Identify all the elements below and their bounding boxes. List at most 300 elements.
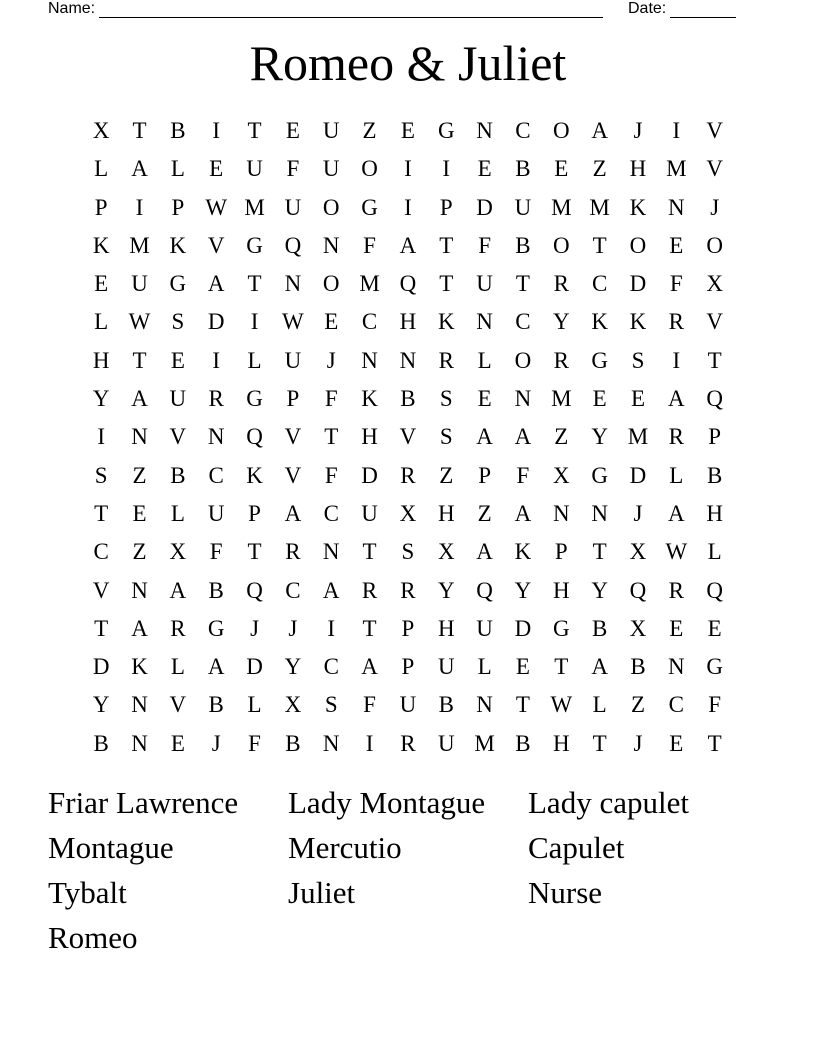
grid-letter[interactable]: Y bbox=[591, 577, 608, 603]
grid-letter[interactable]: I bbox=[672, 347, 681, 373]
grid-letter[interactable]: S bbox=[94, 462, 108, 488]
grid-letter[interactable]: G bbox=[361, 194, 378, 220]
grid-letter[interactable]: U bbox=[437, 730, 455, 756]
grid-letter[interactable]: D bbox=[246, 654, 263, 680]
grid-letter[interactable]: U bbox=[399, 692, 417, 718]
grid-letter[interactable]: R bbox=[170, 615, 186, 641]
grid-letter[interactable]: Z bbox=[132, 539, 147, 565]
grid-letter[interactable]: E bbox=[477, 386, 492, 412]
grid-letter[interactable]: N bbox=[514, 386, 532, 412]
grid-letter[interactable]: A bbox=[131, 156, 148, 182]
grid-letter[interactable]: R bbox=[400, 577, 416, 603]
grid-letter[interactable]: U bbox=[246, 156, 263, 182]
grid-letter[interactable]: N bbox=[131, 577, 148, 603]
grid-letter[interactable]: Y bbox=[552, 309, 570, 335]
grid-letter[interactable]: E bbox=[170, 347, 185, 373]
grid-letter[interactable]: T bbox=[247, 271, 262, 297]
grid-letter[interactable]: D bbox=[207, 309, 225, 335]
grid-letter[interactable]: B bbox=[515, 156, 531, 182]
grid-letter[interactable]: F bbox=[286, 156, 300, 182]
grid-letter[interactable]: A bbox=[169, 577, 187, 603]
date-field bbox=[628, 0, 736, 18]
grid-letter[interactable]: N bbox=[322, 232, 340, 258]
grid-letter[interactable]: A bbox=[361, 654, 378, 680]
name-blank-line[interactable] bbox=[99, 3, 603, 18]
grid-letter[interactable]: J bbox=[250, 615, 260, 641]
grid-letter[interactable]: A bbox=[322, 577, 340, 603]
grid-letter[interactable]: L bbox=[477, 654, 492, 680]
grid-letter[interactable]: H bbox=[437, 500, 455, 526]
grid-letter[interactable]: I bbox=[404, 156, 412, 182]
grid-letter[interactable]: X bbox=[169, 539, 187, 565]
grid-letter[interactable]: R bbox=[400, 730, 416, 756]
grid-letter[interactable]: N bbox=[207, 424, 225, 450]
grid-letter[interactable]: E bbox=[209, 156, 224, 182]
grid-letter[interactable]: A bbox=[131, 386, 148, 412]
grid-letter[interactable]: L bbox=[247, 692, 262, 718]
grid-letter[interactable]: V bbox=[399, 424, 417, 450]
grid-letter[interactable]: T bbox=[554, 654, 569, 680]
grid-letter[interactable]: R bbox=[208, 386, 224, 412]
grid-letter[interactable]: A bbox=[668, 386, 685, 412]
grid-letter[interactable]: I bbox=[212, 118, 221, 143]
grid-letter[interactable]: N bbox=[552, 500, 570, 526]
grid-letter[interactable]: P bbox=[286, 386, 300, 412]
grid-letter[interactable]: C bbox=[515, 309, 531, 335]
grid-letter[interactable]: E bbox=[94, 271, 109, 297]
grid-letter[interactable]: J bbox=[288, 615, 298, 641]
grid-letter[interactable]: L bbox=[94, 309, 109, 335]
grid-letter[interactable]: P bbox=[401, 615, 415, 641]
grid-letter[interactable]: R bbox=[361, 577, 378, 603]
grid-letter[interactable]: C bbox=[208, 462, 224, 488]
grid-letter[interactable]: Z bbox=[132, 462, 147, 488]
grid-letter[interactable]: F bbox=[669, 271, 683, 297]
grid-letter[interactable]: N bbox=[131, 424, 148, 450]
grid-letter[interactable]: J bbox=[710, 194, 720, 220]
grid-letter[interactable]: N bbox=[399, 347, 417, 373]
grid-letter[interactable]: M bbox=[359, 271, 380, 297]
grid-letter[interactable]: K bbox=[361, 386, 378, 412]
grid-letter[interactable]: F bbox=[708, 692, 722, 718]
grid-letter[interactable]: U bbox=[437, 654, 455, 680]
grid-letter[interactable]: B bbox=[591, 615, 608, 641]
grid-letter[interactable]: U bbox=[284, 194, 302, 220]
grid-letter[interactable]: T bbox=[592, 232, 607, 258]
grid-letter[interactable]: L bbox=[477, 347, 492, 373]
grid-letter[interactable]: L bbox=[170, 500, 185, 526]
grid-letter[interactable]: P bbox=[401, 654, 415, 680]
grid-letter[interactable]: P bbox=[171, 194, 185, 220]
grid-letter[interactable]: T bbox=[439, 232, 454, 258]
grid-letter[interactable]: G bbox=[246, 232, 263, 258]
grid-letter[interactable]: A bbox=[476, 539, 493, 565]
grid-letter[interactable]: L bbox=[94, 156, 109, 182]
grid-letter[interactable]: G bbox=[169, 271, 187, 297]
grid-letter[interactable]: H bbox=[629, 156, 647, 182]
grid-letter[interactable]: Q bbox=[706, 386, 723, 412]
grid-letter[interactable]: E bbox=[592, 386, 607, 412]
grid-letter[interactable]: U bbox=[476, 271, 493, 297]
grid-letter[interactable]: A bbox=[514, 500, 532, 526]
grid-letter[interactable]: W bbox=[205, 194, 228, 220]
grid-letter[interactable]: S bbox=[631, 347, 645, 373]
grid-letter[interactable]: N bbox=[476, 118, 493, 143]
grid-letter[interactable]: D bbox=[361, 462, 378, 488]
grid-letter[interactable]: H bbox=[437, 615, 455, 641]
grid-letter[interactable]: T bbox=[324, 424, 339, 450]
grid-letter[interactable]: A bbox=[207, 271, 225, 297]
grid-letter[interactable]: I bbox=[250, 309, 259, 335]
grid-letter[interactable]: P bbox=[94, 194, 108, 220]
grid-letter[interactable]: E bbox=[285, 118, 300, 143]
grid-letter[interactable]: E bbox=[324, 309, 339, 335]
grid-letter[interactable]: I bbox=[442, 156, 451, 182]
grid-letter[interactable]: K bbox=[514, 539, 532, 565]
grid-letter[interactable]: E bbox=[515, 654, 530, 680]
grid-letter[interactable]: F bbox=[363, 692, 376, 718]
grid-letter[interactable]: A bbox=[591, 118, 608, 143]
grid-letter[interactable]: T bbox=[515, 692, 530, 718]
grid-letter[interactable]: U bbox=[131, 271, 148, 297]
grid-letter[interactable]: T bbox=[707, 347, 722, 373]
grid-letter[interactable]: T bbox=[362, 539, 377, 565]
grid-letter[interactable]: U bbox=[322, 118, 340, 143]
grid-letter[interactable]: F bbox=[324, 386, 338, 412]
grid-letter[interactable]: J bbox=[633, 118, 643, 143]
grid-letter[interactable]: P bbox=[248, 500, 261, 526]
grid-letter[interactable]: E bbox=[669, 730, 684, 756]
name-label: Name: bbox=[48, 0, 96, 17]
grid-letter[interactable]: K bbox=[92, 232, 110, 258]
word-bank-item: Friar Lawrence bbox=[48, 785, 239, 820]
grid-letter[interactable]: E bbox=[132, 500, 147, 526]
grid-letter[interactable]: C bbox=[515, 118, 531, 143]
grid-letter[interactable]: J bbox=[633, 730, 643, 756]
grid-letter[interactable]: A bbox=[591, 654, 608, 680]
grid-letter[interactable]: F bbox=[248, 730, 261, 756]
grid-letter[interactable]: G bbox=[437, 118, 455, 143]
grid-letter[interactable]: D bbox=[629, 271, 647, 297]
grid-letter[interactable]: T bbox=[132, 118, 147, 143]
grid-letter[interactable]: L bbox=[170, 156, 185, 182]
grid-letter[interactable]: R bbox=[668, 577, 684, 603]
grid-letter[interactable]: C bbox=[285, 577, 301, 603]
grid-letter[interactable]: U bbox=[514, 194, 532, 220]
grid-letter[interactable]: T bbox=[707, 730, 722, 756]
grid-letter[interactable]: S bbox=[439, 386, 453, 412]
grid-letter[interactable]: B bbox=[170, 118, 186, 143]
grid-letter[interactable]: G bbox=[552, 615, 570, 641]
grid-letter[interactable]: V bbox=[169, 692, 187, 718]
grid-letter[interactable]: K bbox=[131, 654, 148, 680]
grid-letter[interactable]: B bbox=[630, 654, 646, 680]
grid-letter[interactable]: Z bbox=[592, 156, 607, 182]
grid-letter[interactable]: G bbox=[207, 615, 225, 641]
grid-letter[interactable]: W bbox=[665, 539, 688, 565]
grid-letter[interactable]: U bbox=[476, 615, 493, 641]
grid-letter[interactable]: C bbox=[93, 539, 109, 565]
grid-letter[interactable]: I bbox=[672, 118, 681, 143]
grid-letter[interactable]: F bbox=[209, 539, 223, 565]
grid-letter[interactable]: J bbox=[633, 500, 643, 526]
grid-letter[interactable]: Y bbox=[92, 692, 110, 718]
grid-letter[interactable]: F bbox=[324, 462, 338, 488]
grid-letter[interactable]: T bbox=[94, 500, 109, 526]
grid-letter[interactable]: A bbox=[131, 615, 148, 641]
grid-letter[interactable]: N bbox=[668, 194, 685, 220]
grid-letter[interactable]: N bbox=[476, 309, 493, 335]
grid-letter[interactable]: W bbox=[128, 309, 151, 335]
grid-letter[interactable]: A bbox=[284, 500, 302, 526]
grid-letter[interactable]: B bbox=[515, 730, 531, 756]
grid-letter[interactable]: C bbox=[323, 500, 339, 526]
grid-letter[interactable]: C bbox=[361, 309, 378, 335]
grid-letter[interactable]: U bbox=[322, 156, 340, 182]
grid-letter[interactable]: T bbox=[362, 615, 377, 641]
grid-letter[interactable]: I bbox=[135, 194, 144, 220]
grid-letter[interactable]: M bbox=[244, 194, 265, 220]
grid-letter[interactable]: B bbox=[515, 232, 531, 258]
grid-letter[interactable]: L bbox=[592, 692, 607, 718]
grid-letter[interactable]: K bbox=[629, 309, 647, 335]
grid-letter[interactable]: G bbox=[706, 654, 723, 680]
grid-letter[interactable]: L bbox=[669, 462, 684, 488]
grid-letter[interactable]: Z bbox=[554, 424, 569, 450]
grid-letter[interactable]: F bbox=[516, 462, 530, 488]
grid-letter[interactable]: N bbox=[131, 730, 148, 756]
grid-letter[interactable]: E bbox=[554, 156, 569, 182]
grid-letter[interactable]: T bbox=[515, 271, 530, 297]
grid-letter[interactable]: B bbox=[400, 386, 416, 412]
grid-letter[interactable]: J bbox=[326, 347, 336, 373]
grid-letter[interactable]: R bbox=[438, 347, 454, 373]
grid-letter[interactable]: S bbox=[439, 424, 453, 450]
grid-letter[interactable]: Z bbox=[439, 462, 454, 488]
word-bank-item: Lady Montague bbox=[288, 785, 486, 820]
grid-letter[interactable]: T bbox=[592, 730, 607, 756]
grid-letter[interactable]: Q bbox=[284, 232, 302, 258]
grid-letter[interactable]: Y bbox=[284, 654, 302, 680]
grid-letter[interactable]: T bbox=[132, 347, 147, 373]
grid-letter[interactable]: L bbox=[707, 539, 722, 565]
grid-letter[interactable]: X bbox=[552, 462, 570, 488]
grid-letter[interactable]: Q bbox=[246, 424, 263, 450]
grid-letter[interactable]: E bbox=[400, 118, 415, 143]
grid-letter[interactable]: A bbox=[514, 424, 532, 450]
date-blank-line[interactable] bbox=[670, 3, 736, 18]
grid-letter[interactable]: R bbox=[553, 347, 569, 373]
grid-letter[interactable]: A bbox=[476, 424, 493, 450]
grid-letter[interactable]: O bbox=[322, 194, 340, 220]
grid-letter[interactable]: N bbox=[361, 347, 378, 373]
grid-letter[interactable]: L bbox=[247, 347, 262, 373]
word-bank-item: Nurse bbox=[528, 875, 603, 910]
grid-letter[interactable]: Y bbox=[437, 577, 455, 603]
grid-letter[interactable]: B bbox=[707, 462, 723, 488]
grid-letter[interactable]: T bbox=[247, 539, 262, 565]
grid-letter[interactable]: X bbox=[399, 500, 417, 526]
grid-letter[interactable]: E bbox=[669, 232, 684, 258]
grid-letter[interactable]: G bbox=[246, 386, 263, 412]
grid-letter[interactable]: H bbox=[706, 500, 723, 526]
grid-letter[interactable]: R bbox=[400, 462, 416, 488]
grid-letter[interactable]: P bbox=[478, 462, 491, 488]
grid-letter[interactable]: I bbox=[97, 424, 105, 450]
grid-letter[interactable]: I bbox=[212, 347, 221, 373]
grid-letter[interactable]: O bbox=[629, 232, 647, 258]
word-search-grid bbox=[82, 114, 734, 765]
grid-letter[interactable]: R bbox=[668, 309, 684, 335]
grid-letter[interactable]: U bbox=[207, 500, 225, 526]
grid-letter[interactable]: Q bbox=[706, 577, 723, 603]
grid-letter[interactable]: K bbox=[629, 194, 647, 220]
grid-letter[interactable]: D bbox=[629, 462, 647, 488]
grid-letter[interactable]: H bbox=[552, 730, 570, 756]
grid-letter[interactable]: N bbox=[322, 730, 340, 756]
grid-letter[interactable]: N bbox=[322, 539, 340, 565]
grid-letter[interactable]: U bbox=[169, 386, 187, 412]
grid-letter[interactable]: X bbox=[284, 692, 302, 718]
grid-letter[interactable]: U bbox=[284, 347, 302, 373]
grid-letter[interactable]: S bbox=[171, 309, 185, 335]
grid-letter[interactable]: V bbox=[207, 232, 225, 258]
grid-letter[interactable]: X bbox=[92, 118, 110, 143]
grid-letter[interactable]: V bbox=[706, 118, 723, 143]
grid-letter[interactable]: M bbox=[551, 194, 572, 220]
grid-letter[interactable]: K bbox=[169, 232, 187, 258]
grid-letter[interactable]: W bbox=[550, 692, 573, 718]
grid-letter[interactable]: H bbox=[552, 577, 570, 603]
grid-letter[interactable]: R bbox=[553, 271, 569, 297]
grid-letter[interactable]: E bbox=[170, 730, 185, 756]
grid-letter[interactable]: X bbox=[706, 271, 723, 297]
grid-letter[interactable]: P bbox=[708, 424, 722, 450]
grid-letter[interactable]: K bbox=[591, 309, 608, 335]
grid-letter[interactable]: O bbox=[706, 232, 723, 258]
grid-letter[interactable]: B bbox=[170, 462, 186, 488]
grid-letter[interactable]: F bbox=[363, 232, 376, 258]
grid-letter[interactable]: N bbox=[131, 692, 148, 718]
grid-letter[interactable]: M bbox=[551, 386, 572, 412]
grid-letter[interactable]: B bbox=[438, 692, 454, 718]
grid-letter[interactable]: D bbox=[92, 654, 110, 680]
grid-letter[interactable]: V bbox=[706, 156, 723, 182]
grid-letter[interactable]: Y bbox=[514, 577, 532, 603]
grid-letter[interactable]: C bbox=[323, 654, 339, 680]
grid-letter[interactable]: Y bbox=[92, 386, 110, 412]
grid-letter[interactable]: O bbox=[361, 156, 378, 182]
grid-letter[interactable]: X bbox=[629, 615, 647, 641]
grid-letter[interactable]: B bbox=[208, 577, 224, 603]
grid-letter[interactable]: J bbox=[211, 730, 221, 756]
grid-letter[interactable]: S bbox=[324, 692, 338, 718]
grid-letter[interactable]: V bbox=[169, 424, 187, 450]
grid-letter[interactable]: Q bbox=[476, 577, 493, 603]
word-bank-item: Lady capulet bbox=[528, 785, 689, 820]
grid-letter[interactable]: S bbox=[401, 539, 415, 565]
grid-letter[interactable]: T bbox=[592, 539, 607, 565]
grid-letter[interactable]: Q bbox=[399, 271, 417, 297]
grid-letter[interactable]: T bbox=[439, 271, 454, 297]
grid-letter[interactable]: V bbox=[92, 577, 110, 603]
grid-letter[interactable]: G bbox=[591, 462, 608, 488]
grid-letter[interactable]: M bbox=[474, 730, 495, 756]
grid-letter[interactable]: B bbox=[93, 730, 109, 756]
grid-letter[interactable]: H bbox=[399, 309, 417, 335]
header bbox=[48, 0, 748, 18]
grid-letter[interactable]: M bbox=[627, 424, 649, 450]
grid-letter[interactable]: Q bbox=[246, 577, 263, 603]
grid-letter[interactable]: F bbox=[478, 232, 491, 258]
grid-letter[interactable]: Q bbox=[629, 577, 647, 603]
grid-letter[interactable]: U bbox=[361, 500, 378, 526]
grid-letter[interactable]: T bbox=[94, 615, 109, 641]
grid-letter[interactable]: O bbox=[514, 347, 532, 373]
grid-letter[interactable]: I bbox=[365, 730, 374, 756]
grid-letter[interactable]: N bbox=[476, 692, 493, 718]
grid-letter[interactable]: N bbox=[591, 500, 608, 526]
grid-letter[interactable]: M bbox=[666, 156, 687, 182]
grid-letter[interactable]: K bbox=[246, 462, 263, 488]
grid-letter[interactable]: A bbox=[668, 500, 685, 526]
grid-letter[interactable]: V bbox=[706, 309, 723, 335]
grid-letter[interactable]: E bbox=[669, 615, 684, 641]
grid-letter[interactable]: N bbox=[668, 654, 685, 680]
grid-letter[interactable]: V bbox=[284, 462, 302, 488]
grid-letter[interactable]: C bbox=[668, 692, 684, 718]
grid-letter[interactable]: M bbox=[129, 232, 150, 258]
grid-letter[interactable]: G bbox=[591, 347, 608, 373]
grid-letter[interactable]: A bbox=[207, 654, 225, 680]
grid-letter[interactable]: A bbox=[399, 232, 417, 258]
grid-letter[interactable]: P bbox=[554, 539, 568, 565]
grid-letter[interactable]: R bbox=[668, 424, 684, 450]
grid-letter[interactable]: I bbox=[327, 615, 336, 641]
grid-letter[interactable]: N bbox=[284, 271, 302, 297]
grid-letter[interactable]: B bbox=[208, 692, 224, 718]
grid-letter[interactable]: Z bbox=[362, 118, 377, 143]
grid-letter[interactable]: D bbox=[476, 194, 493, 220]
name-field bbox=[48, 0, 603, 18]
grid-letter[interactable]: E bbox=[630, 386, 646, 412]
grid-letter[interactable]: P bbox=[439, 194, 453, 220]
grid-letter[interactable]: W bbox=[282, 309, 304, 335]
grid-letter[interactable]: Z bbox=[477, 500, 492, 526]
grid-letter[interactable]: C bbox=[591, 271, 608, 297]
grid-letter[interactable]: H bbox=[92, 347, 110, 373]
grid-letter[interactable]: Z bbox=[630, 692, 646, 718]
grid-letter[interactable]: X bbox=[629, 539, 647, 565]
grid-letter[interactable]: T bbox=[247, 118, 262, 143]
grid-letter[interactable]: M bbox=[589, 194, 610, 220]
grid-letter[interactable]: E bbox=[707, 615, 722, 641]
grid-letter[interactable]: H bbox=[361, 424, 378, 450]
grid-letter[interactable]: X bbox=[437, 539, 455, 565]
grid-letter[interactable]: V bbox=[284, 424, 302, 450]
grid-letter[interactable]: R bbox=[285, 539, 301, 565]
grid-letter[interactable]: O bbox=[322, 271, 340, 297]
grid-letter[interactable]: I bbox=[404, 194, 412, 220]
grid-letter[interactable]: L bbox=[170, 654, 185, 680]
grid-letter[interactable]: B bbox=[285, 730, 301, 756]
grid-letter[interactable]: K bbox=[437, 309, 455, 335]
grid-letter[interactable]: D bbox=[514, 615, 532, 641]
grid-letter[interactable]: E bbox=[477, 156, 492, 182]
grid-letter[interactable]: O bbox=[552, 118, 570, 143]
grid-letter[interactable]: O bbox=[552, 232, 570, 258]
grid-letter[interactable]: Y bbox=[591, 424, 608, 450]
